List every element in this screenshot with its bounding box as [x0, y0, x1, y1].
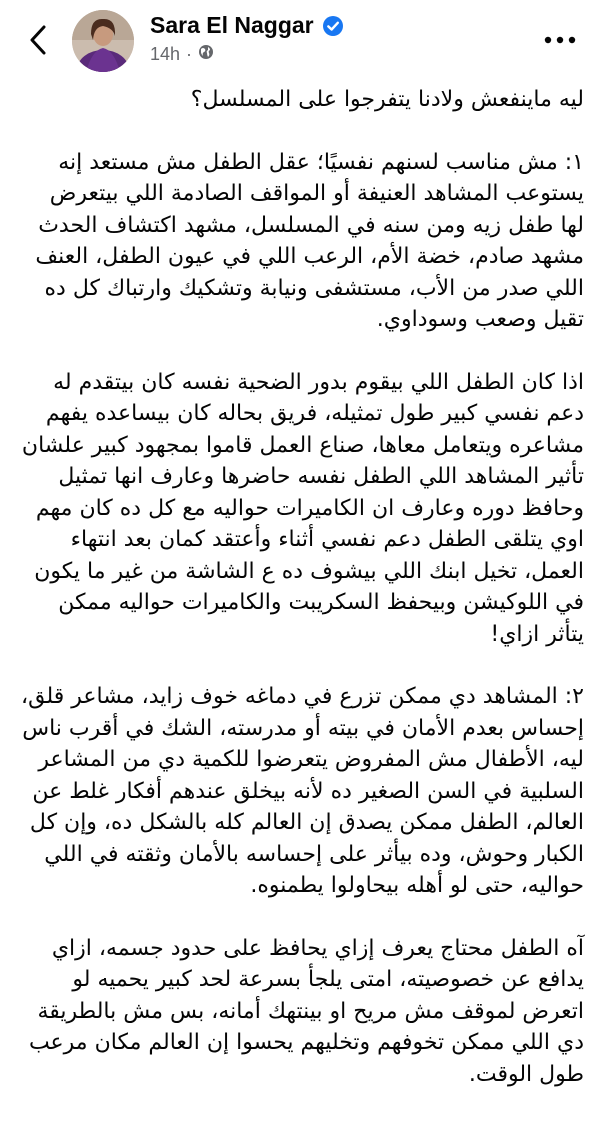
post-paragraph-1: ١: مش مناسب لسنهم نفسيًا؛ عقل الطفل مش مستعد إنه يستوعب المشاهد العنيفة أو المواقف الصادمة اللي بيتعرض لها طفل زيه ومن سنه في المسلسل، مشهد اكتشاف الحدث مشهد صادم، خضة الأم، الرعب اللي في عيون الطفل، العنف اللي صدر من الأب، مستشفى ونيابة وتشكيك وارتباك كل ده تقيل وصعب وسوداوي.: [35, 149, 584, 332]
post-paragraph-3: ٢: المشاهد دي ممكن تزرع في دماغه خوف زايد، مشاعر قلق، إحساس بعدم الأمان في بيته أو مدرسته، الشك في أقرب ناس ليه، الأطفال مش المفروض يتعرضوا للكمية دي من المشاعر السلبية في السن الصغير ده لأنه بيخلق عندهم أفكار غلط عن العالم، الطفل ممكن يصدق إن العالم كله بالشكل ده، وإن كل الكبار وحوش، وده بيأثر على إحساسه بالأمان وثقته في اللي حواليه، حتى لو أهله بيحاولوا يطمنوه.: [21, 684, 584, 898]
author-name[interactable]: Sara El Naggar: [150, 12, 314, 38]
post-paragraph-question: ليه ماينفعش ولادنا يتفرجوا على المسلسل؟: [190, 87, 584, 112]
avatar-photo: [72, 10, 134, 72]
chevron-left-icon: [29, 24, 47, 56]
post-meta: [150, 44, 214, 65]
author-row: [150, 12, 344, 39]
post-header: [0, 0, 600, 82]
meta-separator: ·: [186, 44, 193, 64]
back-button[interactable]: [18, 18, 58, 62]
post-timestamp[interactable]: 14h: [150, 44, 181, 64]
post-paragraph-2: اذا كان الطفل اللي بيقوم بدور الضحية نفسه كان بيتقدم له دعم نفسي كبير طول تمثيله، فريق بحاله كان بيساعده يفهم مشاعره ويتعامل معاها، صناع العمل قاموا بمجهود كبير علشان تأثير المشاهد اللي الطفل نفسه حاضرها وعارف انها تمثيل وحافظ دوره وعارف ان الكاميرات حواليه مع كل ده كان مهم اوي يتلقى الطفل دعم نفسي أثناء وأعتقد كمان بعد انتهاء العمل، تخيل ابنك اللي بيشوف ده ع الشاشة من غير ما يكون في اللوكيشن وبيحفظ السكريبت والكاميرات حواليه ممكن يتأثر ازاي!: [21, 369, 584, 647]
more-options-button[interactable]: [540, 22, 580, 58]
post-paragraph-4: آه الطفل محتاج يعرف إزاي يحافظ على حدود جسمه، ازاي يدافع عن خصوصيته، امتى يلجأ بسرعة لحد كبير يحميه لو اتعرض لموقف مش مريح او بينتهك أمانه، بس مش بالطريقة دي اللي ممكن تخوفهم وتخليهم يحسوا إن العالم مكان مرعب طول الوقت.: [28, 935, 584, 1087]
post-text: [20, 84, 584, 1121]
globe-icon: [198, 44, 214, 65]
ellipsis-icon: [544, 36, 576, 44]
verified-badge-icon: [322, 15, 344, 37]
avatar[interactable]: [72, 10, 134, 72]
